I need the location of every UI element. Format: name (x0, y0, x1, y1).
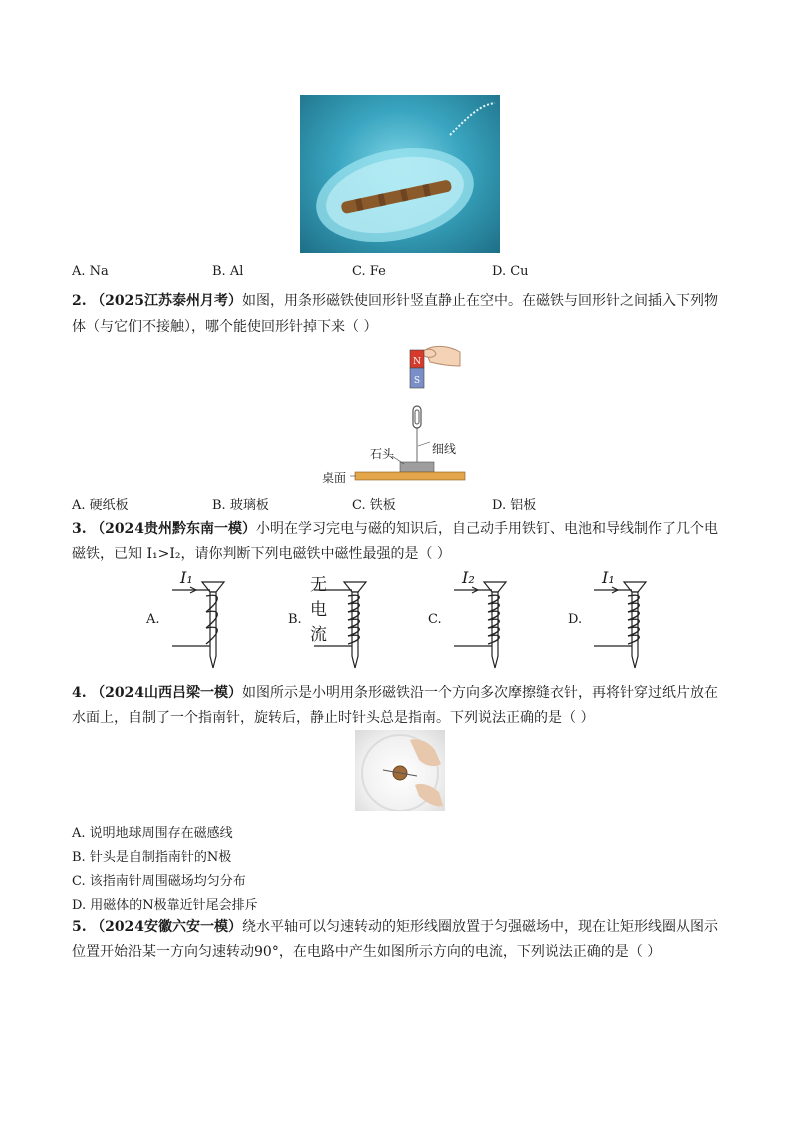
option-text: Al (229, 264, 244, 279)
question-number: 2. (72, 293, 87, 309)
figure-letter: D. (568, 612, 583, 627)
electromagnet-drawing (422, 560, 532, 670)
q4-stem-line1 (72, 682, 718, 702)
q4-stem-line2: 水面上，自制了一个指南针，旋转后，静止时针头总是指南。下列说法正确的是（ ） (72, 710, 595, 726)
option-text: 用磁体的N极靠近针尾会排斥 (90, 898, 258, 913)
q4-option-b[interactable] (72, 846, 231, 865)
question-source: （2024安徽六安一模） (91, 919, 243, 935)
label-table: 桌面 (322, 471, 347, 485)
option-letter: A. (72, 498, 86, 513)
figure-letter: B. (288, 612, 302, 627)
q1-option-d[interactable] (492, 264, 529, 279)
option-letter: C. (72, 874, 86, 889)
option-text: Fe (369, 264, 386, 279)
cell-illustration (300, 95, 500, 253)
question-text: 如图所示是小明用条形磁铁沿一个方向多次摩擦缝衣针，再将针穿过纸片放在 (242, 685, 719, 701)
magnet-s-label: S (413, 376, 421, 386)
option-text: Cu (510, 264, 529, 279)
q2-stem-line2: 体（与它们不接触），哪个能使回形针掉下来（ ） (72, 319, 378, 335)
option-letter: D. (492, 498, 507, 513)
figure-letter: A. (146, 612, 160, 627)
option-text: 该指南针周围磁场均匀分布 (89, 874, 246, 889)
question-source: （2025江苏泰州月考） (91, 293, 243, 309)
current-label: 无电流 (310, 575, 327, 645)
magnet-n-label: N (413, 357, 421, 367)
q1-option-c[interactable] (352, 264, 386, 279)
option-letter: B. (212, 264, 226, 279)
electromagnet-drawing (562, 560, 672, 670)
option-text: 说明地球周围存在磁感线 (89, 826, 233, 841)
option-text: 硬纸板 (89, 498, 129, 513)
option-letter: B. (212, 498, 226, 513)
option-letter: B. (72, 850, 86, 865)
option-letter: C. (352, 264, 366, 279)
q2-option-d[interactable] (492, 494, 536, 513)
option-letter: D. (72, 898, 87, 913)
compass-photo (355, 730, 445, 811)
stone (400, 462, 434, 472)
option-text: 针头是自制指南针的N极 (89, 850, 232, 865)
option-text: 铁板 (369, 498, 396, 513)
question-source: （2024贵州黔东南一模） (91, 521, 257, 537)
q2-figure (330, 338, 470, 488)
q1-option-b[interactable] (212, 264, 243, 279)
q2-option-b[interactable] (212, 494, 269, 513)
figure-letter: C. (428, 612, 442, 627)
question-text: 绕水平轴可以匀速转动的矩形线圈放置于匀强磁场中，现在让矩形线圈从图示 (242, 919, 719, 935)
question-number: 3. (72, 521, 87, 537)
q2-option-c[interactable] (352, 494, 396, 513)
q1-option-a[interactable] (72, 264, 109, 279)
table (355, 472, 465, 480)
electromagnet-drawing (282, 560, 392, 670)
option-letter: A. (72, 264, 86, 279)
option-text: 铝板 (510, 498, 537, 513)
q2-option-a[interactable] (72, 494, 129, 513)
q4-option-c[interactable] (72, 870, 246, 889)
question-number: 4. (72, 685, 87, 701)
option-text: 玻璃板 (229, 498, 269, 513)
question-source: （2024山西吕梁一模） (91, 685, 243, 701)
paperclip (413, 406, 421, 428)
q4-option-a[interactable] (72, 822, 233, 841)
question-text: 如图，用条形磁铁使回形针竖直静止在空中。在磁铁与回形针之间插入下列物 (242, 293, 719, 309)
question-text: 小明在学习完电与磁的知识后，自己动手用铁钉、电池和导线制作了几个电 (256, 521, 719, 537)
option-letter: D. (492, 264, 507, 279)
electromagnet-drawing (140, 560, 250, 670)
option-letter: A. (72, 826, 86, 841)
current-label: I₂ (462, 568, 475, 587)
option-letter: C. (352, 498, 366, 513)
q5-stem-line1 (72, 916, 718, 936)
q3-stem-line2: 磁铁，已知 I₁>I₂，请你判断下列电磁铁中磁性最强的是（ ） (72, 546, 451, 562)
label-thread: 细线 (432, 442, 457, 456)
q5-stem-line2: 位置开始沿某一方向匀速转动90°，在电路中产生如图所示方向的电流，下列说法正确的是（ ） (72, 944, 662, 960)
current-label: I₁ (602, 568, 615, 587)
q2-stem-line1 (72, 290, 718, 310)
question-number: 5. (72, 919, 87, 935)
option-text: Na (89, 264, 109, 279)
q3-stem-line1 (72, 518, 718, 538)
current-label: I₁ (180, 568, 193, 587)
label-stone: 石头 (370, 447, 395, 461)
q4-option-d[interactable] (72, 894, 258, 913)
